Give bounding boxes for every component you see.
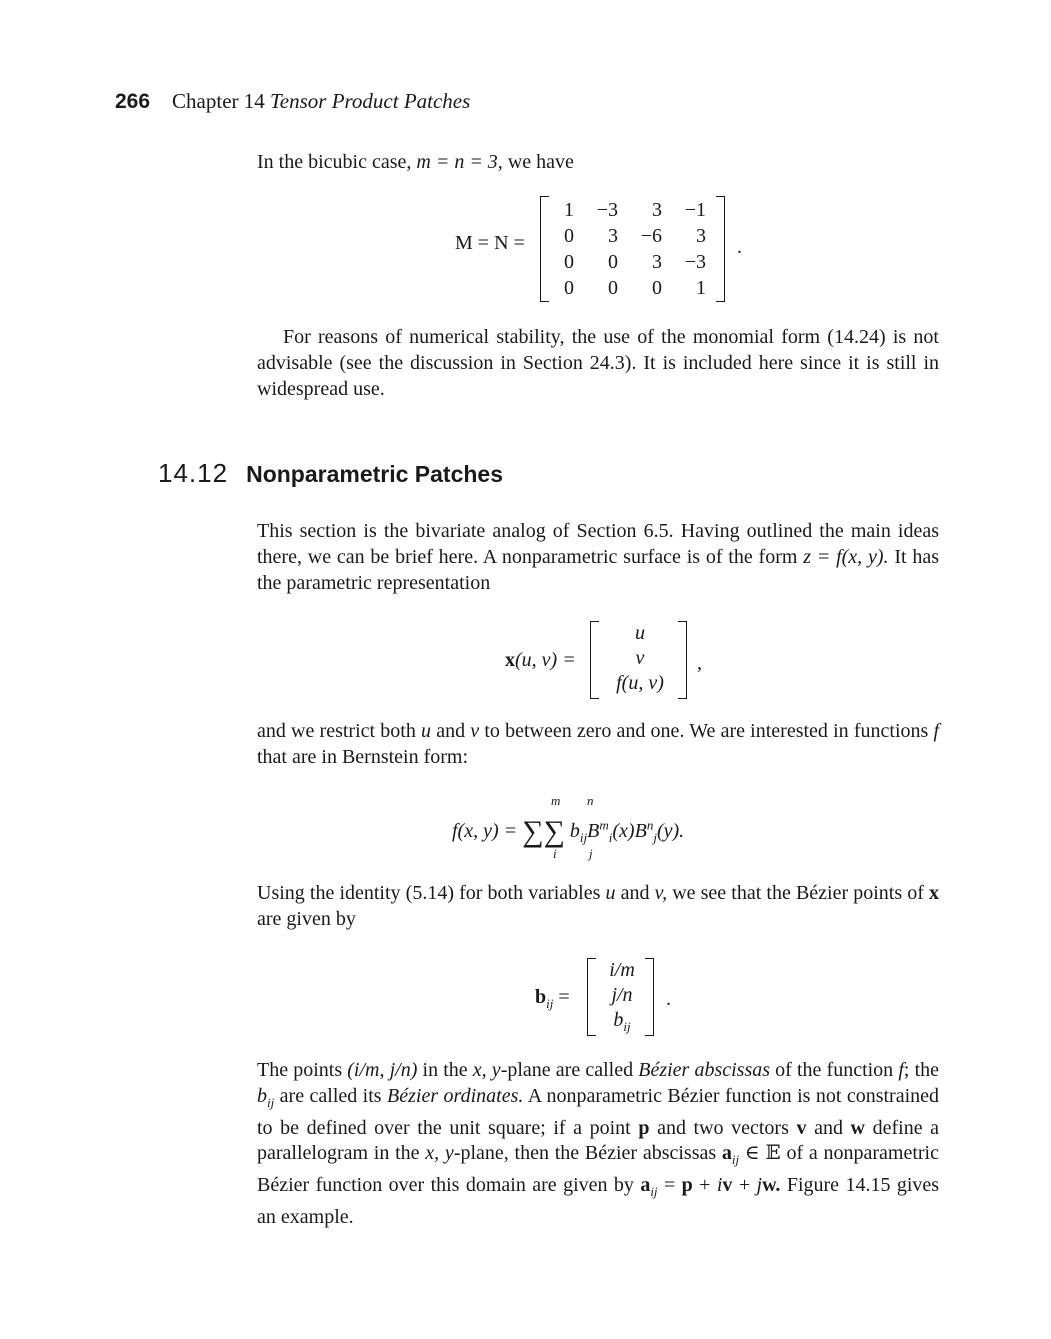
vec-right-bracket — [645, 958, 654, 1036]
p4-math: (i/m, j/n) — [347, 1059, 418, 1081]
term-b-sub: ij — [579, 830, 588, 845]
p4-bold: p — [681, 1174, 693, 1197]
p4-math: f — [898, 1059, 904, 1081]
matrix-row — [554, 275, 706, 301]
intro-lead: In the bicubic case, — [257, 151, 412, 173]
p4-sub: ij — [731, 1152, 740, 1168]
p4-bold: w. — [762, 1174, 781, 1197]
p4-math: b — [257, 1084, 267, 1107]
paragraph-intro — [257, 519, 939, 596]
p4-bold: w — [850, 1116, 865, 1139]
matrix-cell: −1 — [684, 199, 706, 221]
p4-text: + — [699, 1174, 711, 1197]
term-B1-sup: m — [599, 817, 609, 833]
paragraph-abscissas — [257, 1058, 939, 1231]
vec-entries — [600, 621, 680, 696]
paragraph-identity — [257, 881, 939, 933]
section-heading — [158, 458, 503, 489]
matrix-cell: 1 — [564, 199, 574, 221]
term-B2-sub: j — [653, 830, 657, 845]
intro-line — [257, 150, 939, 176]
section-number: 14.12 — [158, 458, 229, 488]
vector-x — [590, 621, 690, 701]
eq-f-lhs: f(x, y) = — [452, 820, 518, 842]
matrix-cell: −3 — [684, 251, 706, 273]
intro-tail: we have — [507, 151, 574, 173]
matrix-row — [554, 223, 706, 249]
para3-text: and — [620, 882, 650, 904]
vec-left-bracket — [587, 958, 596, 1036]
p4-sub: ij — [650, 1184, 658, 1200]
section-title: Nonparametric Patches — [246, 461, 504, 487]
p4-math: j — [756, 1174, 763, 1197]
p4-text: ; the — [903, 1059, 940, 1081]
p4-text: + — [738, 1174, 751, 1197]
matrix-right-bracket — [716, 196, 725, 302]
eq-b-lhs — [535, 986, 570, 1012]
eq-x-rest: (u, v) = — [515, 649, 576, 671]
running-header — [115, 89, 470, 114]
chapter-label: Chapter 14 — [172, 89, 265, 113]
vec-entry-sub: ij — [623, 1019, 631, 1034]
para3-x: x — [929, 882, 940, 904]
p4-bold: v — [796, 1116, 807, 1139]
eq-b-period: . — [666, 988, 671, 1010]
p4-bold: p — [638, 1116, 650, 1139]
p4-text: -plane are called — [500, 1059, 634, 1081]
para2-f: f — [933, 720, 940, 742]
vec-entry-b: b — [613, 1009, 624, 1031]
para2-text: to between zero and one. We are interested in functions — [484, 720, 929, 742]
matrix-cell: 3 — [652, 199, 662, 221]
paragraph-bernstein — [257, 719, 939, 771]
matrix-cell: −6 — [640, 225, 662, 247]
vec-entry: i/m — [609, 959, 635, 981]
vec-entry: f(u, v) — [616, 672, 664, 694]
p4-text: are called its — [279, 1084, 382, 1107]
matrix-cell: −3 — [596, 199, 618, 221]
vec-entry: u — [635, 622, 645, 644]
p4-sub: ij — [267, 1094, 275, 1110]
stability-text: For reasons of numerical stability, the use of the monomial form (14.24) is not advisable (see the discussion in Section 24.3). It is included here since it is still in widespread use. — [257, 326, 939, 400]
term-B1: B — [587, 820, 600, 842]
matrix-row — [554, 197, 706, 223]
p4-text: A nonparametric Bézier function is not constrained to be defined over the unit square; if a point — [257, 1084, 940, 1139]
vec-right-bracket — [678, 621, 687, 699]
matrix-cell: 0 — [652, 277, 662, 299]
eq-x-lhs — [505, 649, 576, 672]
term-B2-sup: n — [646, 817, 654, 833]
para2-v: v — [470, 720, 480, 742]
vector-b — [587, 958, 657, 1038]
eq-b-bold: b — [535, 986, 547, 1008]
p4-text: define a parallelogram in the — [257, 1116, 940, 1165]
p4-text: in the — [422, 1059, 468, 1081]
para1-tail: It has the parametric representation — [257, 545, 939, 594]
intro-condition: m = n = 3, — [416, 151, 503, 173]
p4-text: and — [814, 1116, 843, 1139]
para3-text: are given by — [257, 907, 356, 930]
p4-italic: Bézier ordinates. — [387, 1084, 524, 1107]
eq-b-equals: = — [558, 986, 570, 1008]
p4-math: x, y — [425, 1142, 454, 1165]
matrix-left-bracket — [540, 196, 549, 302]
sum-lower-j: j — [589, 846, 593, 861]
p4-text: = — [663, 1174, 676, 1197]
sum-lower-i: i — [553, 846, 557, 861]
p4-bold: a — [640, 1174, 651, 1197]
term-arg2: (y). — [656, 820, 685, 842]
p4-math: i — [716, 1174, 723, 1197]
para2-text: and we restrict both — [257, 720, 416, 742]
para2-text: and — [436, 720, 466, 742]
p4-text: -plane, then the Bézier abscissas — [453, 1142, 717, 1165]
vec-entry: v — [635, 647, 645, 669]
matrix-M — [540, 196, 730, 304]
matrix-cell: 0 — [608, 251, 618, 273]
vec-entry: j/n — [611, 984, 633, 1006]
matrix-cell: 1 — [696, 277, 706, 299]
matrix-cell: 3 — [696, 225, 706, 247]
para3-text: we see that the Bézier points of — [672, 882, 924, 904]
term-B1-sub: i — [608, 830, 613, 845]
vec-left-bracket — [590, 621, 599, 699]
para3-v: v, — [654, 882, 668, 904]
term-arg1: (x) — [612, 820, 635, 842]
stability-paragraph — [257, 325, 939, 402]
p4-text: and two vectors — [657, 1116, 789, 1139]
p4-text: Figure 14.15 gives an example. — [257, 1174, 940, 1228]
matrix-cell: 3 — [608, 225, 618, 247]
sum-upper-n: n — [587, 793, 594, 808]
page-number: 266 — [115, 90, 151, 113]
matrix-cell: 3 — [652, 251, 662, 273]
p4-math: x, y — [472, 1059, 501, 1081]
vec-entries — [597, 958, 647, 1033]
p4-bold: v — [722, 1174, 733, 1197]
matrix-row — [554, 249, 706, 275]
vec-entry — [597, 1008, 647, 1033]
p4-text: The points — [257, 1059, 343, 1081]
p4-text: of the function — [775, 1059, 894, 1081]
sum-symbol: ∑ — [543, 815, 565, 848]
para2-text: that are in Bernstein form: — [257, 745, 469, 768]
eq-b-sub: ij — [546, 996, 554, 1011]
para3-u: u — [605, 882, 616, 904]
para3-text: Using the identity (5.14) for both variables — [257, 882, 601, 904]
para2-u: u — [421, 720, 432, 742]
p4-bold: a — [721, 1142, 732, 1165]
matrix-cell: 0 — [564, 277, 574, 299]
term-B2: B — [634, 820, 647, 842]
term-b: b — [569, 820, 580, 842]
matrix-cell: 0 — [564, 251, 574, 273]
matrix-cell: 0 — [564, 225, 574, 247]
matrix-lhs: M = N = — [455, 232, 525, 254]
matrix-period: . — [737, 236, 742, 258]
matrix-table — [554, 197, 706, 301]
p4-italic: Bézier abscissas — [638, 1059, 771, 1081]
sum-upper-m: m — [551, 793, 561, 808]
eq-bernstein — [452, 811, 762, 861]
eq-x-comma: , — [697, 652, 702, 674]
matrix-cell: 0 — [608, 277, 618, 299]
sum-symbol: ∑ — [522, 815, 544, 848]
p4-text: ∈ 𝔼 of a nonparametric Bézier function over this domain are given by — [257, 1142, 939, 1197]
eq-x-bold: x — [505, 649, 515, 671]
para1-formula: z = f(x, y). — [803, 545, 889, 568]
para1-text: This section is the bivariate analog of Section 6.5. Having outlined the main ideas there, we can be brief here. A nonparametric surface is of the form — [257, 520, 939, 568]
chapter-title: Tensor Product Patches — [270, 89, 471, 113]
